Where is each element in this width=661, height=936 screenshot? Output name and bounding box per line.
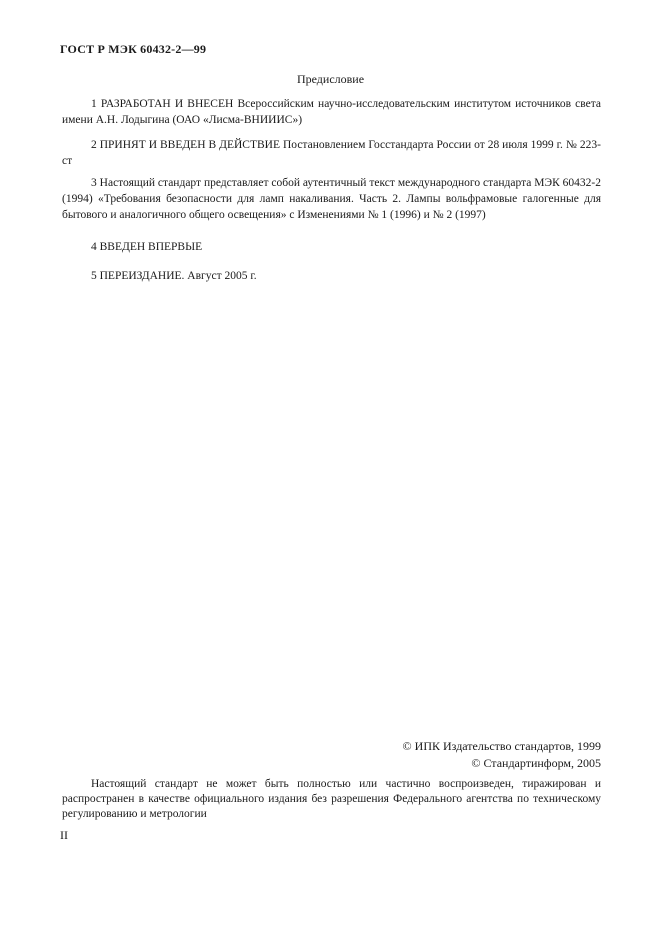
paragraph-3-text: 3 Настоящий стандарт представляет собой аутентичный текст международного стандарта МЭК 60432-2 (1994) «Требования безопасности для ламп накаливания. Часть 2. Лампы вольфрамовые галогенные для бытового и аналогичного общего освещения» с Изменениями № 1 (1996) и № 2 (1997) — [62, 177, 601, 221]
paragraph-1 — [62, 96, 601, 128]
document-code-header: ГОСТ Р МЭК 60432-2—99 — [60, 42, 207, 56]
copyright-line-2: © Стандартинформ, 2005 — [471, 756, 601, 770]
paragraph-5-lead: 5 ПЕРЕИЗДАНИЕ. — [91, 270, 185, 282]
paragraph-2 — [62, 137, 601, 169]
paragraph-5 — [62, 268, 601, 284]
paragraph-2-lead: 2 ПРИНЯТ И ВВЕДЕН В ДЕЙСТВИЕ — [91, 139, 280, 151]
paragraph-1-lead: 1 РАЗРАБОТАН И ВНЕСЕН — [91, 98, 234, 110]
paragraph-4-lead: 4 ВВЕДЕН ВПЕРВЫЕ — [91, 241, 203, 253]
paragraph-3 — [62, 175, 601, 223]
paragraph-1-text: Всероссийским научно-исследовательским институтом источников света имени А.Н. Лодыгина (ОАО «Лисма-ВНИИИС») — [62, 98, 601, 126]
section-title: Предисловие — [296, 72, 365, 86]
reproduction-notice-text: Настоящий стандарт не может быть полностью или частично воспроизведен, тиражирован и распространен в качестве официального издания без разрешения Федерального агентства по техническому регулированию и метрологии — [62, 778, 601, 820]
reproduction-notice — [62, 777, 601, 822]
paragraph-2-text: Постановлением Госстандарта России от 28 июля 1999 г. № 223-ст — [62, 139, 601, 167]
paragraph-5-text: Август 2005 г. — [184, 270, 257, 282]
paragraph-4 — [62, 239, 601, 255]
copyright-line-1: © ИПК Издательство стандартов, 1999 — [402, 739, 601, 753]
page-number: II — [60, 828, 68, 842]
